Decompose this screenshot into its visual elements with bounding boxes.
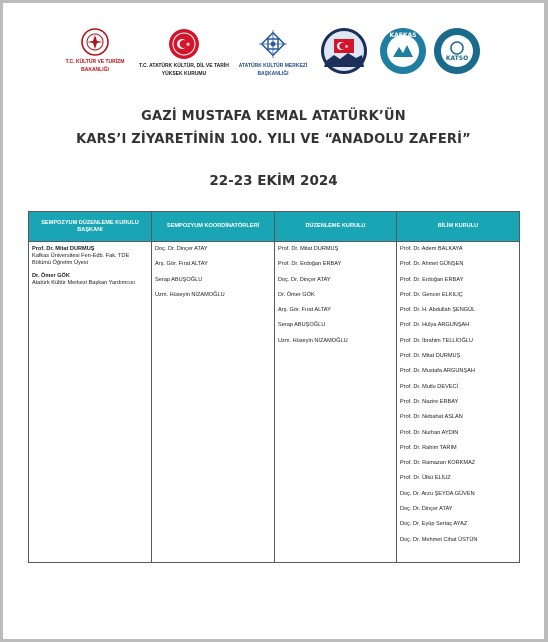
list-item: Dr. Ömer GÖK — [278, 291, 315, 298]
katso-logo-text: KATSO — [445, 55, 469, 62]
chair-name: Dr. Ömer GÖK — [32, 273, 70, 279]
list-item: Doç. Dr. Arzu ŞEYDA GÜVEN — [400, 490, 475, 497]
chair-description: Kafkas Üniversitesi Fen-Edb. Fak. TDE Bölümü Öğretim Üyesi — [32, 253, 130, 266]
column-header-coordinators: SEMPOZYUM KOORDİNATÖRLERİ — [152, 212, 274, 242]
list-item: Prof. Dr. Erdoğan ERBAY — [278, 261, 342, 268]
list-item: Doç. Dr. Dinçer ATAY — [400, 506, 453, 513]
list-item: Arş. Gör. Fırat ALTAY — [278, 307, 331, 314]
ministry-caption-1: T.C. KÜLTÜR VE TURİZM — [65, 59, 125, 65]
list-item: Uzm. Hüseyin NİZAMOĞLU — [155, 291, 225, 298]
list-item: Doç. Dr. Dinçer ATAY — [278, 276, 331, 283]
title-line-2: KARS’I ZİYARETİNİN 100. YILI VE “ANADOLU ZAFERİ” — [76, 132, 471, 147]
list-item: Doç. Dr. Dinçer ATAY — [155, 246, 208, 252]
ayk-caption-2: YÜKSEK KURUMU — [161, 71, 207, 77]
list-item: Doç. Dr. Mehmet Cihat ÜSTÜN — [400, 536, 478, 543]
list-item: Prof. Dr. Mutlu DEVECİ — [400, 383, 459, 390]
column-organizing — [275, 212, 397, 562]
column-header-science: BİLİM KURULU — [397, 212, 519, 242]
column-chair-body — [29, 242, 151, 287]
list-item: Prof. Dr. Adem BALKAYA — [400, 246, 463, 252]
list-item: Prof. Dr. İbrahim TELLİOĞLU — [400, 337, 473, 344]
list-item: Prof. Dr. Nebahat ASLAN — [400, 414, 463, 421]
column-coordinators — [152, 212, 275, 562]
list-item: Prof. Dr. Ramazan KORKMAZ — [400, 460, 476, 467]
kafkas-university-logo — [379, 27, 427, 75]
ataturk-high-institution-emblem-icon — [167, 27, 201, 61]
column-header-chair: SEMPOZYUM DÜZENLEME KURULU BAŞKANI — [29, 212, 151, 242]
list-item: Arş. Gör. Fırat ALTAY — [155, 261, 208, 268]
list-item: Prof. Dr. H. Abdullah ŞENGÜL — [400, 307, 476, 314]
kafkas-university-logo-icon — [379, 27, 427, 75]
kars-flag-monument-logo-icon — [320, 27, 368, 75]
chair-name: Prof. Dr. Mitat DURMUŞ — [32, 246, 95, 252]
title-line-1: GAZİ MUSTAFA KEMAL ATATÜRK’ÜN — [141, 109, 406, 124]
committee-table — [28, 211, 520, 563]
column-coordinators-body — [152, 242, 274, 307]
list-item: Prof. Dr. Rahim TARIM — [400, 444, 457, 451]
list-item: Prof. Dr. Nurhan AYDIN — [400, 429, 459, 436]
list-item: Serap ABUŞOĞLU — [278, 322, 326, 329]
list-item: Serap ABUŞOĞLU — [155, 276, 203, 283]
chair-entry — [32, 246, 151, 267]
column-organizing-body — [275, 242, 396, 353]
logo-strip — [3, 27, 544, 87]
katso-logo — [433, 27, 481, 75]
column-chair — [29, 212, 152, 562]
chair-entry — [32, 273, 151, 287]
akmb-caption-1: ATATÜRK KÜLTÜR MERKEZİ — [238, 63, 308, 69]
list-item: Prof. Dr. Erdoğan ERBAY — [400, 276, 464, 283]
list-item: Prof. Dr. Mitat DURMUŞ — [278, 246, 339, 252]
akmb-logo — [235, 27, 311, 77]
ministry-culture-tourism-emblem-icon — [80, 27, 110, 57]
chair-description: Atatürk Kültür Merkezi Başkan Yardımcısı — [32, 280, 136, 286]
list-item: Prof. Dr. Nazire ERBAY — [400, 398, 459, 405]
list-item: Prof. Dr. Ahmet GÜNŞEN — [400, 261, 464, 268]
ministry-logo — [55, 27, 135, 73]
ayk-logo — [139, 27, 229, 77]
column-science — [397, 212, 519, 562]
document-page — [3, 3, 544, 639]
ayk-caption-1: T.C. ATATÜRK KÜLTÜR, DİL VE TARİH — [139, 63, 229, 69]
list-item: Doç. Dr. Eyüp Sertaç AYAZ — [400, 521, 468, 528]
katso-chamber-logo-icon — [433, 27, 481, 75]
column-header-organizing: DÜZENLEME KURULU — [275, 212, 396, 242]
list-item: Prof. Dr. Ülkü ELİUZ — [400, 475, 451, 482]
list-item: Prof. Dr. Mustafa ARGUNŞAH — [400, 368, 475, 375]
kafkas-logo-text: KAFKAS — [389, 32, 417, 39]
flag-monument-logo — [319, 27, 369, 75]
column-science-body — [397, 242, 519, 552]
ataturk-research-center-emblem-icon — [256, 27, 290, 61]
akmb-caption-2: BAŞKANLIĞI — [257, 71, 289, 77]
event-date: 22-23 EKİM 2024 — [209, 173, 338, 189]
list-item: Prof. Dr. Mitat DURMUŞ — [400, 353, 461, 360]
ministry-caption-2: BAKANLIĞI — [81, 67, 109, 73]
list-item: Prof. Dr. Gencer ELKILIÇ — [400, 291, 463, 298]
list-item: Uzm. Hüseyin NİZAMOĞLU — [278, 337, 348, 344]
list-item: Prof. Dr. Hülya ARGUNŞAH — [400, 322, 470, 329]
